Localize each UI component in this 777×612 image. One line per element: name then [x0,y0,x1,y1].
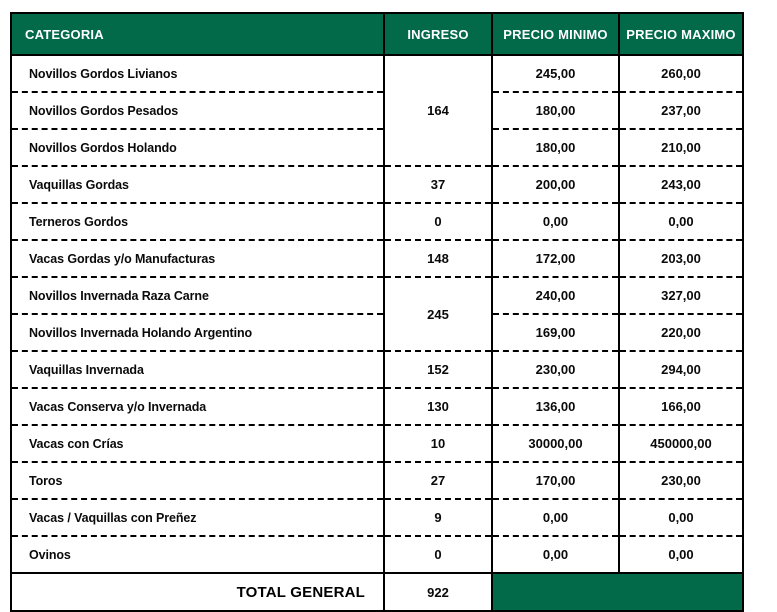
precio-min-cell: 172,00 [492,240,619,277]
category-cell: Vacas / Vaquillas con Preñez [11,499,384,536]
table-row [11,277,743,314]
table-row [11,499,743,536]
livestock-price-table [10,12,744,612]
header-ingreso: INGRESO [384,13,492,55]
table-row [11,203,743,240]
table-row [11,536,743,573]
total-row [11,573,743,611]
precio-min-cell: 0,00 [492,536,619,573]
precio-max-cell: 327,00 [619,277,743,314]
ingreso-cell: 27 [384,462,492,499]
precio-max-cell: 243,00 [619,166,743,203]
ingreso-cell: 37 [384,166,492,203]
precio-max-cell: 203,00 [619,240,743,277]
precio-min-cell: 0,00 [492,203,619,240]
table-row [11,462,743,499]
ingreso-cell: 9 [384,499,492,536]
precio-min-cell: 169,00 [492,314,619,351]
precio-max-cell: 166,00 [619,388,743,425]
table-row [11,314,743,351]
precio-min-cell: 0,00 [492,499,619,536]
header-categoria: CATEGORIA [11,13,384,55]
precio-min-cell: 180,00 [492,129,619,166]
table-row [11,240,743,277]
precio-max-cell: 210,00 [619,129,743,166]
category-cell: Novillos Gordos Holando [11,129,384,166]
ingreso-cell: 152 [384,351,492,388]
precio-min-cell: 245,00 [492,55,619,92]
table-row [11,55,743,92]
table-row [11,351,743,388]
precio-max-cell: 0,00 [619,203,743,240]
table-row [11,129,743,166]
precio-max-cell: 0,00 [619,536,743,573]
category-cell: Ovinos [11,536,384,573]
total-green-cell [492,573,743,611]
category-cell: Vacas Conserva y/o Invernada [11,388,384,425]
table-row [11,425,743,462]
precio-max-cell: 237,00 [619,92,743,129]
category-cell: Vacas Gordas y/o Manufacturas [11,240,384,277]
table-row [11,92,743,129]
ingreso-cell: 130 [384,388,492,425]
ingreso-cell: 164 [384,55,492,166]
header-precio-maximo: PRECIO MAXIMO [619,13,743,55]
precio-max-cell: 260,00 [619,55,743,92]
category-cell: Novillos Invernada Holando Argentino [11,314,384,351]
total-label: TOTAL GENERAL [11,573,384,611]
category-cell: Novillos Gordos Livianos [11,55,384,92]
precio-max-cell: 230,00 [619,462,743,499]
precio-max-cell: 294,00 [619,351,743,388]
precio-min-cell: 30000,00 [492,425,619,462]
category-cell: Novillos Gordos Pesados [11,92,384,129]
category-cell: Vaquillas Invernada [11,351,384,388]
precio-min-cell: 200,00 [492,166,619,203]
total-ingreso-cell: 922 [384,573,492,611]
precio-min-cell: 170,00 [492,462,619,499]
ingreso-cell: 0 [384,203,492,240]
precio-min-cell: 180,00 [492,92,619,129]
precio-min-cell: 240,00 [492,277,619,314]
table-row [11,388,743,425]
ingreso-cell: 0 [384,536,492,573]
precio-max-cell: 220,00 [619,314,743,351]
category-cell: Vacas con Crías [11,425,384,462]
ingreso-cell: 148 [384,240,492,277]
category-cell: Toros [11,462,384,499]
precio-max-cell: 0,00 [619,499,743,536]
header-row [11,13,743,55]
precio-min-cell: 230,00 [492,351,619,388]
header-precio-minimo: PRECIO MINIMO [492,13,619,55]
category-cell: Novillos Invernada Raza Carne [11,277,384,314]
precio-min-cell: 136,00 [492,388,619,425]
ingreso-cell: 10 [384,425,492,462]
category-cell: Vaquillas Gordas [11,166,384,203]
category-cell: Terneros Gordos [11,203,384,240]
precio-max-cell: 450000,00 [619,425,743,462]
table-row [11,166,743,203]
ingreso-cell: 245 [384,277,492,351]
